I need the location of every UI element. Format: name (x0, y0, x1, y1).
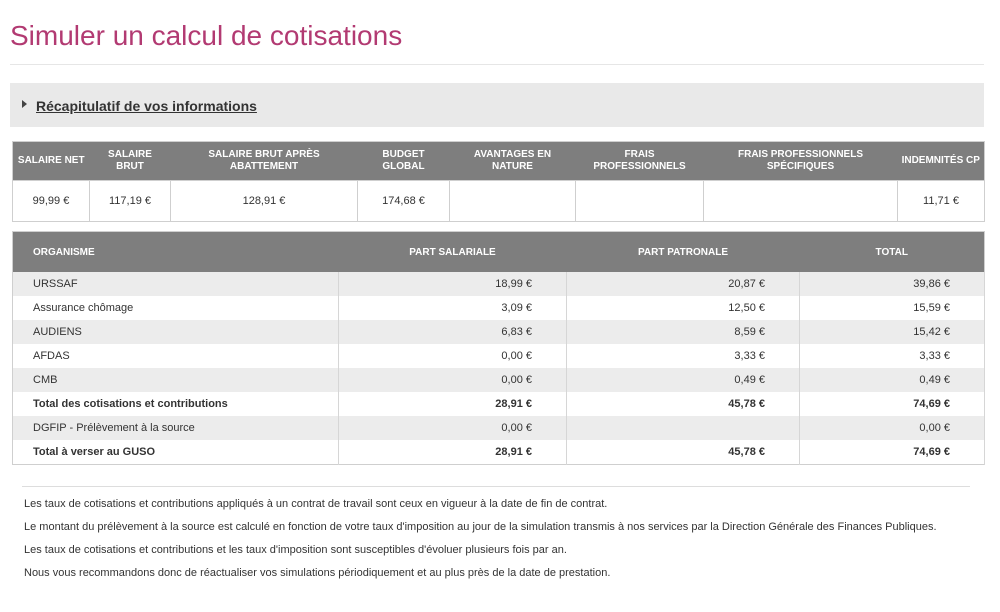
cell-part-salariale: 0,00 € (339, 416, 567, 440)
value-frais-professionnels (576, 181, 704, 222)
cell-part-salariale: 28,91 € (339, 392, 567, 416)
value-frais-professionnels-specifiques (704, 181, 898, 222)
total-guso-row (13, 440, 985, 465)
cell-organisme: Assurance chômage (13, 296, 339, 320)
header-salaire-brut-apres-abattement: SALAIRE BRUT APRÈS ABATTEMENT (171, 142, 358, 181)
header-organisme: ORGANISME (13, 232, 339, 273)
cell-part-patronale: 8,59 € (567, 320, 800, 344)
cell-total: 3,33 € (800, 344, 985, 368)
cell-organisme: DGFIP - Prélèvement à la source (13, 416, 339, 440)
cell-part-patronale: 20,87 € (567, 272, 800, 296)
notes-divider (22, 486, 970, 487)
cell-organisme: Total des cotisations et contributions (13, 392, 339, 416)
cell-part-salariale: 0,00 € (339, 344, 567, 368)
summary-table (12, 141, 985, 222)
table-row (13, 296, 985, 320)
total-cotisations-row (13, 392, 985, 416)
summary-header-row (13, 142, 985, 181)
cell-total: 15,59 € (800, 296, 985, 320)
header-part-patronale: PART PATRONALE (567, 232, 800, 273)
table-row (13, 344, 985, 368)
cell-organisme: CMB (13, 368, 339, 392)
cell-part-patronale: 12,50 € (567, 296, 800, 320)
table-row (13, 272, 985, 296)
header-avantages-en-nature: AVANTAGES EN NATURE (450, 142, 576, 181)
note-text: Les taux de cotisations et contributions appliqués à un contrat de travail sont ceux en vigueur à la date de fin de contrat. (24, 498, 608, 510)
header-frais-professionnels-specifiques: FRAIS PROFESSIONNELS SPÉCIFIQUES (704, 142, 898, 181)
cell-organisme: AFDAS (13, 344, 339, 368)
cell-total: 15,42 € (800, 320, 985, 344)
note-text: Le montant du prélèvement à la source est calculé en fonction de votre taux d'imposition au jour de la simulation transmis à nos services par la Direction Générale des Finances Publiques. (24, 521, 937, 533)
table-row (13, 368, 985, 392)
cell-organisme: URSSAF (13, 272, 339, 296)
caret-right-icon (22, 100, 27, 108)
value-avantages-en-nature (450, 181, 576, 222)
summary-values-row (13, 181, 985, 222)
cell-part-salariale: 28,91 € (339, 440, 567, 465)
table-row (13, 416, 985, 440)
value-budget-global: 174,68 € (358, 181, 450, 222)
header-part-salariale: PART SALARIALE (339, 232, 567, 273)
cell-part-patronale: 0,49 € (567, 368, 800, 392)
header-total: TOTAL (800, 232, 985, 273)
cell-part-salariale: 6,83 € (339, 320, 567, 344)
cell-part-salariale: 3,09 € (339, 296, 567, 320)
cotisations-header-row (13, 232, 985, 273)
cell-total: 74,69 € (800, 392, 985, 416)
header-indemnites-cp: INDEMNITÉS CP (898, 142, 985, 181)
cell-total: 74,69 € (800, 440, 985, 465)
page-title: Simuler un calcul de cotisations (10, 20, 403, 51)
cell-organisme: AUDIENS (13, 320, 339, 344)
value-salaire-brut: 117,19 € (90, 181, 171, 222)
value-salaire-net: 99,99 € (13, 181, 90, 222)
header-frais-professionnels: FRAIS PROFESSIONNELS (576, 142, 704, 181)
recap-accordion[interactable] (10, 83, 984, 127)
cell-total: 0,00 € (800, 416, 985, 440)
cell-part-patronale (567, 416, 800, 440)
header-salaire-brut: SALAIRE BRUT (90, 142, 171, 181)
cell-total: 39,86 € (800, 272, 985, 296)
note-text: Nous vous recommandons donc de réactualiser vos simulations périodiquement et au plus près de la date de prestation. (24, 567, 611, 579)
value-salaire-brut-apres-abattement: 128,91 € (171, 181, 358, 222)
cell-part-patronale: 45,78 € (567, 440, 800, 465)
note-text: Les taux de cotisations et contributions et les taux d'imposition sont susceptibles d'évoluer plusieurs fois par an. (24, 544, 567, 556)
cell-total: 0,49 € (800, 368, 985, 392)
cotisations-table (12, 231, 985, 465)
cell-organisme: Total à verser au GUSO (13, 440, 339, 465)
cell-part-salariale: 0,00 € (339, 368, 567, 392)
value-indemnites-cp: 11,71 € (898, 181, 985, 222)
header-salaire-net: SALAIRE NET (13, 142, 90, 181)
cell-part-salariale: 18,99 € (339, 272, 567, 296)
notes-section (24, 497, 964, 589)
table-row (13, 320, 985, 344)
recap-toggle-link[interactable]: Récapitulatif de vos informations (36, 98, 257, 114)
cell-part-patronale: 3,33 € (567, 344, 800, 368)
title-divider (10, 64, 984, 65)
cell-part-patronale: 45,78 € (567, 392, 800, 416)
header-budget-global: BUDGET GLOBAL (358, 142, 450, 181)
